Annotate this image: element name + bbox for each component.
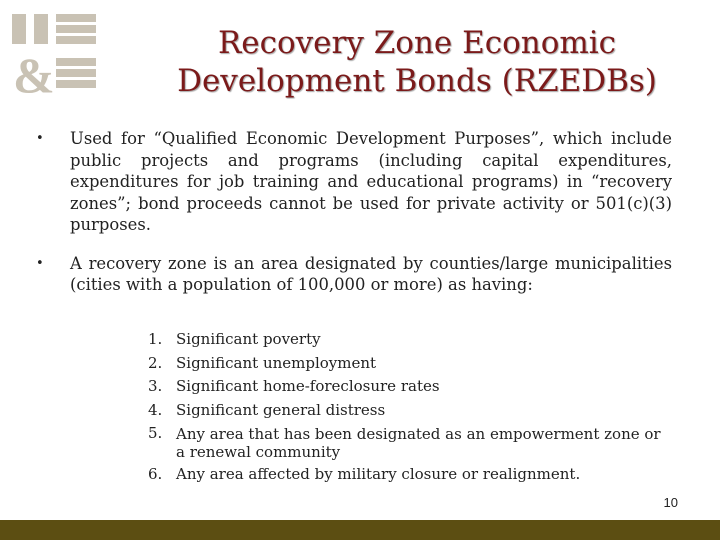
slide-title-line-2: Development Bonds (RZEDBs) (177, 63, 657, 99)
bullet-list (36, 128, 672, 296)
bullet-item (36, 128, 672, 236)
bullet-text: Used for “Qualified Economic Development Purposes”, which include public projects and programs (including capital expenditures, expenditures for job training and educational programs) in “recovery zones”; bond proceeds cannot be used for private activity or 501(c)(3) purposes. (70, 129, 672, 234)
list-item (148, 463, 674, 487)
list-item (148, 352, 674, 376)
list-item (148, 328, 674, 352)
list-item-number: 6. (148, 465, 163, 483)
list-item (148, 422, 674, 463)
list-item-number: 5. (148, 424, 163, 442)
list-item-number: 3. (148, 377, 163, 395)
bullet-icon: • (36, 255, 44, 271)
list-item-number: 2. (148, 353, 163, 372)
list-item-text: Significant unemployment (176, 353, 377, 372)
slide-title-line-1: Recovery Zone Economic (217, 25, 617, 61)
slide-title (118, 24, 716, 100)
list-item-text: Significant general distress (176, 400, 386, 419)
list-item-text: Significant home-foreclosure rates (176, 377, 440, 395)
recovery-zone-criteria-list (148, 328, 674, 487)
list-item-text: Any area affected by military closure or realignment. (176, 465, 581, 483)
bullet-text: A recovery zone is an area designated by counties/large municipalities (cities with a population of 100,000 or more) as having: (70, 253, 672, 294)
logo-ampersand: & (13, 47, 55, 98)
list-item-number: 4. (148, 400, 163, 419)
page-number: 10 (663, 495, 678, 510)
list-item-text: Any area that has been designated as an empowerment zone or a renewal community (176, 425, 661, 461)
footer-bar (0, 520, 720, 540)
list-item-text: Significant poverty (176, 330, 321, 348)
list-item (148, 375, 674, 399)
list-item (148, 399, 674, 423)
bullet-item (36, 253, 672, 296)
list-item-number: 1. (148, 330, 163, 348)
bullet-icon: • (36, 131, 44, 146)
firm-logo (12, 14, 100, 98)
